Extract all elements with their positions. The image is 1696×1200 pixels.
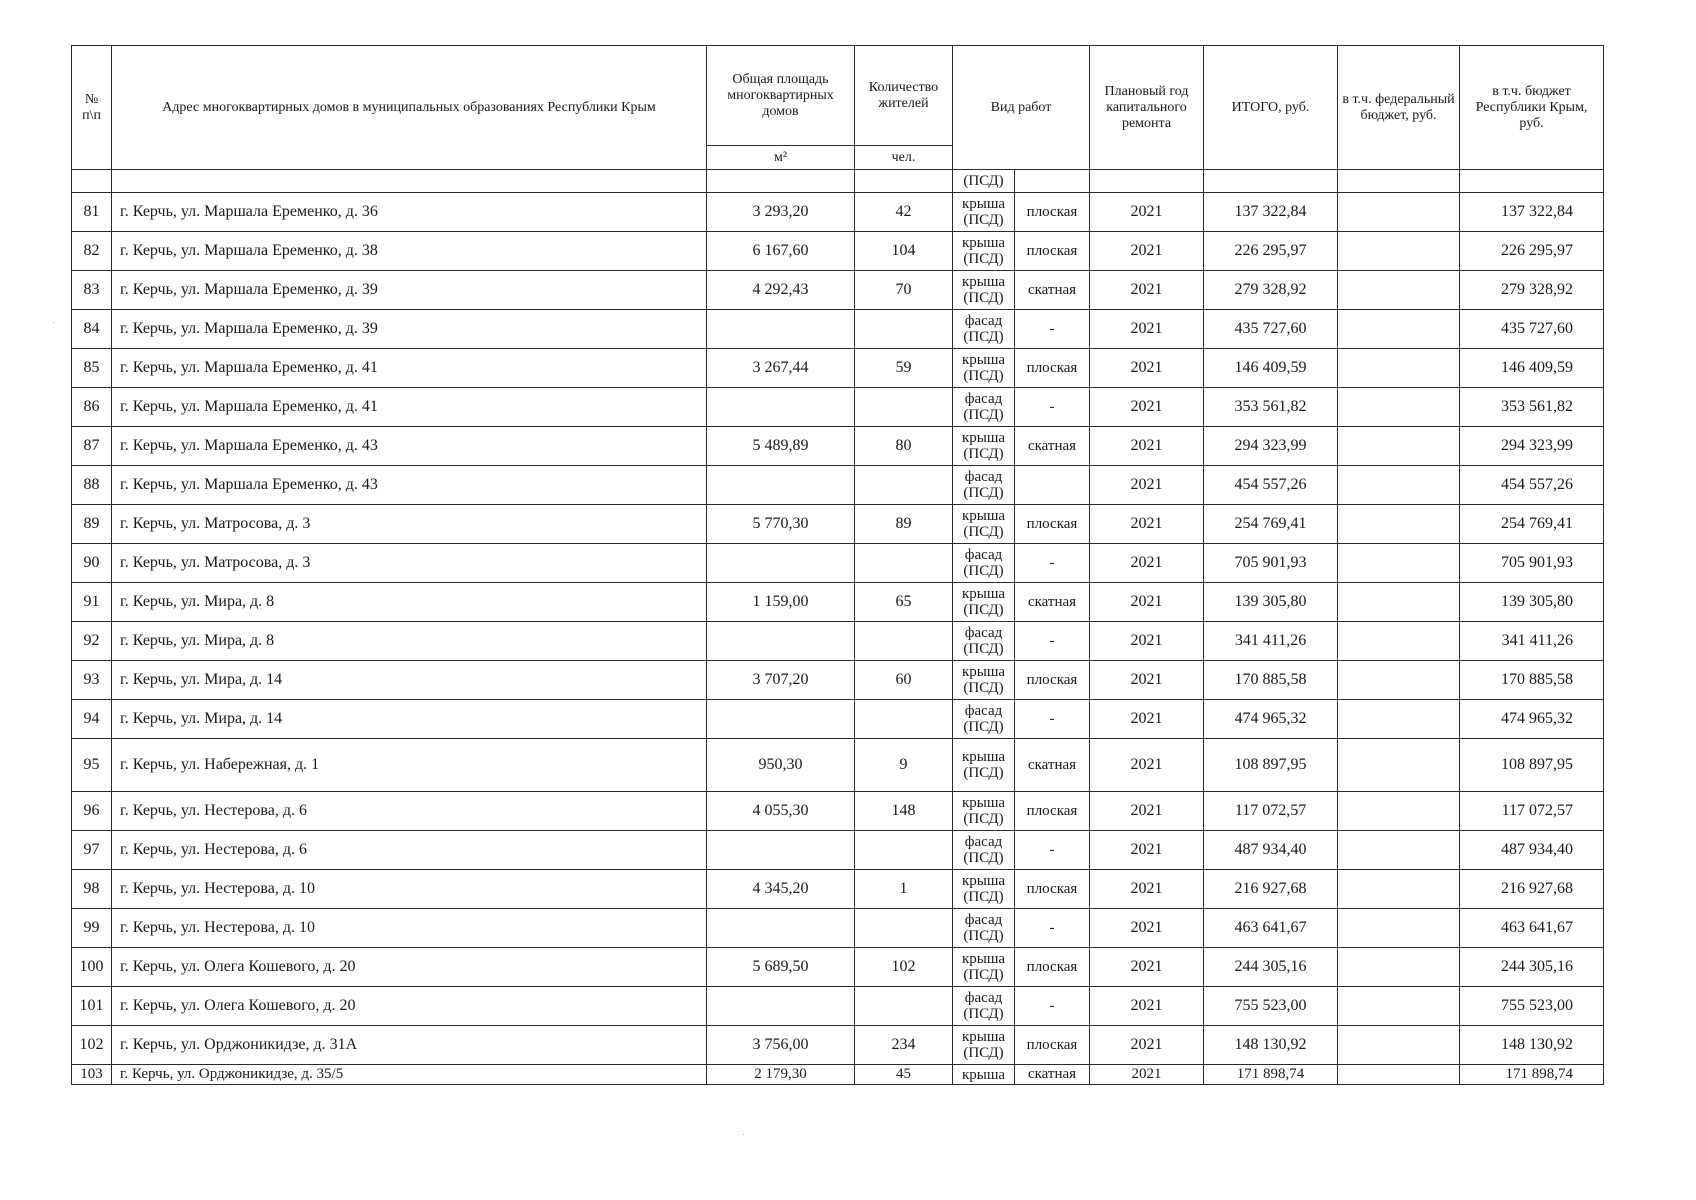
cell-year: 2021 (1090, 193, 1204, 232)
cell-area (707, 700, 855, 739)
cell-federal (1338, 232, 1460, 271)
cell-total: 463 641,67 (1204, 909, 1338, 948)
cell-work-type: фасад (ПСД) (953, 622, 1015, 661)
cell-total: 216 927,68 (1204, 870, 1338, 909)
cell-year: 2021 (1090, 831, 1204, 870)
cell-residents (855, 388, 953, 427)
cell-area (707, 831, 855, 870)
header-number: № п\п (72, 46, 112, 170)
cell-empty (1204, 170, 1338, 193)
table-row (72, 271, 1604, 310)
cell-area: 6 167,60 (707, 232, 855, 271)
cell-area: 950,30 (707, 739, 855, 792)
repair-program-table (71, 45, 1604, 1085)
cell-number: 84 (72, 310, 112, 349)
cell-address: г. Керчь, ул. Маршала Еременко, д. 41 (112, 388, 707, 427)
table-header (72, 46, 1604, 170)
cell-republic: 146 409,59 (1460, 349, 1604, 388)
cell-residents: 60 (855, 661, 953, 700)
cell-area (707, 909, 855, 948)
cell-year: 2021 (1090, 544, 1204, 583)
cell-republic: 454 557,26 (1460, 466, 1604, 505)
table-row (72, 948, 1604, 987)
cell-year: 2021 (1090, 466, 1204, 505)
cell-area: 4 345,20 (707, 870, 855, 909)
cell-roof-type: скатная (1015, 739, 1090, 792)
cell-year: 2021 (1090, 792, 1204, 831)
cell-roof-type: - (1015, 831, 1090, 870)
cell-federal (1338, 349, 1460, 388)
cell-residents: 104 (855, 232, 953, 271)
cell-residents: 148 (855, 792, 953, 831)
cell-number: 88 (72, 466, 112, 505)
cell-residents (855, 987, 953, 1026)
table-row (72, 505, 1604, 544)
cell-roof-type: плоская (1015, 349, 1090, 388)
cell-number: 81 (72, 193, 112, 232)
cell-address: г. Керчь, ул. Маршала Еременко, д. 41 (112, 349, 707, 388)
scan-mark: · (52, 318, 55, 327)
cell-total: 170 885,58 (1204, 661, 1338, 700)
cell-number: 93 (72, 661, 112, 700)
cell-republic: 705 901,93 (1460, 544, 1604, 583)
cell-federal (1338, 661, 1460, 700)
cell-total: 755 523,00 (1204, 987, 1338, 1026)
cell-number: 91 (72, 583, 112, 622)
header-area-unit: м² (707, 146, 855, 170)
cell-address: г. Керчь, ул. Мира, д. 14 (112, 661, 707, 700)
cell-work-type: фасад (ПСД) (953, 987, 1015, 1026)
table-row (72, 349, 1604, 388)
cell-year: 2021 (1090, 232, 1204, 271)
cell-roof-type: плоская (1015, 661, 1090, 700)
cell-roof-type: плоская (1015, 792, 1090, 831)
cell-total: 226 295,97 (1204, 232, 1338, 271)
cell-work-type: крыша (ПСД) (953, 739, 1015, 792)
cell-empty (112, 170, 707, 193)
cell-roof-type: - (1015, 909, 1090, 948)
table-row (72, 909, 1604, 948)
cell-roof-type: - (1015, 310, 1090, 349)
cell-area (707, 622, 855, 661)
table-row (72, 232, 1604, 271)
cell-address: г. Керчь, ул. Мира, д. 14 (112, 700, 707, 739)
table-row (72, 193, 1604, 232)
cell-total: 244 305,16 (1204, 948, 1338, 987)
cell-address: г. Керчь, ул. Маршала Еременко, д. 38 (112, 232, 707, 271)
cell-area (707, 388, 855, 427)
cell-republic: 216 927,68 (1460, 870, 1604, 909)
cell-republic: 435 727,60 (1460, 310, 1604, 349)
header-residents: Количество жителей (855, 46, 953, 146)
cell-year: 2021 (1090, 948, 1204, 987)
cell-republic: 148 130,92 (1460, 1026, 1604, 1065)
document-page (71, 45, 1603, 1085)
table-row (72, 544, 1604, 583)
cell-number: 92 (72, 622, 112, 661)
cell-roof-type: плоская (1015, 870, 1090, 909)
cell-residents: 1 (855, 870, 953, 909)
header-work-type: Вид работ (953, 46, 1090, 170)
cell-federal (1338, 739, 1460, 792)
cell-address: г. Керчь, ул. Матросова, д. 3 (112, 544, 707, 583)
cell-number: 97 (72, 831, 112, 870)
table-row (72, 427, 1604, 466)
cell-federal (1338, 1065, 1460, 1085)
header-republic: в т.ч. бюджет Республики Крым, руб. (1460, 46, 1604, 170)
cell-area: 4 292,43 (707, 271, 855, 310)
cell-republic: 226 295,97 (1460, 232, 1604, 271)
cell-year: 2021 (1090, 310, 1204, 349)
header-residents-unit: чел. (855, 146, 953, 170)
cell-republic: 244 305,16 (1460, 948, 1604, 987)
cell-residents: 45 (855, 1065, 953, 1085)
table-row-continued (72, 170, 1604, 193)
cell-work-type: крыша (ПСД) (953, 427, 1015, 466)
cell-area (707, 987, 855, 1026)
cell-year: 2021 (1090, 388, 1204, 427)
cell-roof-type: плоская (1015, 232, 1090, 271)
cell-roof-type: скатная (1015, 271, 1090, 310)
cell-federal (1338, 271, 1460, 310)
cell-work-type: крыша (ПСД) (953, 232, 1015, 271)
cell-year: 2021 (1090, 739, 1204, 792)
table-row (72, 1065, 1604, 1085)
table-row (72, 831, 1604, 870)
cell-federal (1338, 388, 1460, 427)
cell-work-type: крыша (ПСД) (953, 193, 1015, 232)
cell-number: 99 (72, 909, 112, 948)
table-row (72, 739, 1604, 792)
cell-work-type: крыша (ПСД) (953, 583, 1015, 622)
cell-total: 487 934,40 (1204, 831, 1338, 870)
cell-residents: 9 (855, 739, 953, 792)
cell-roof-type: - (1015, 388, 1090, 427)
cell-republic: 353 561,82 (1460, 388, 1604, 427)
cell-roof-type: скатная (1015, 1065, 1090, 1085)
cell-work-type: фасад (ПСД) (953, 831, 1015, 870)
cell-area (707, 466, 855, 505)
cell-work-type: фасад (ПСД) (953, 388, 1015, 427)
cell-number: 101 (72, 987, 112, 1026)
cell-republic: 137 322,84 (1460, 193, 1604, 232)
table-row (72, 388, 1604, 427)
cell-total: 137 322,84 (1204, 193, 1338, 232)
table-row (72, 870, 1604, 909)
cell-address: г. Керчь, ул. Орджоникидзе, д. 31А (112, 1026, 707, 1065)
cell-area: 2 179,30 (707, 1065, 855, 1085)
cell-work-type: крыша (ПСД) (953, 505, 1015, 544)
cell-residents (855, 909, 953, 948)
cell-year: 2021 (1090, 271, 1204, 310)
cell-republic: 341 411,26 (1460, 622, 1604, 661)
cell-work-type: фасад (ПСД) (953, 700, 1015, 739)
cell-year: 2021 (1090, 987, 1204, 1026)
cell-address: г. Керчь, ул. Нестерова, д. 10 (112, 909, 707, 948)
cell-empty (1460, 170, 1604, 193)
cell-roof-type: - (1015, 622, 1090, 661)
cell-area: 1 159,00 (707, 583, 855, 622)
cell-year: 2021 (1090, 1026, 1204, 1065)
cell-work-type: фасад (ПСД) (953, 909, 1015, 948)
cell-number: 95 (72, 739, 112, 792)
cell-year: 2021 (1090, 1065, 1204, 1085)
table-row (72, 622, 1604, 661)
cell-federal (1338, 792, 1460, 831)
cell-republic: 755 523,00 (1460, 987, 1604, 1026)
cell-republic: 170 885,58 (1460, 661, 1604, 700)
header-federal: в т.ч. федеральный бюджет, руб. (1338, 46, 1460, 170)
header-year: Плановый год капитального ремонта (1090, 46, 1204, 170)
cell-address: г. Керчь, ул. Мира, д. 8 (112, 622, 707, 661)
cell-total: 148 130,92 (1204, 1026, 1338, 1065)
cell-roof-type: скатная (1015, 583, 1090, 622)
cell-area: 3 293,20 (707, 193, 855, 232)
cell-federal (1338, 909, 1460, 948)
cell-residents: 89 (855, 505, 953, 544)
cell-empty (72, 170, 112, 193)
cell-number: 98 (72, 870, 112, 909)
cell-residents (855, 544, 953, 583)
cell-republic: 474 965,32 (1460, 700, 1604, 739)
cell-area: 3 707,20 (707, 661, 855, 700)
cell-total: 254 769,41 (1204, 505, 1338, 544)
cell-residents: 234 (855, 1026, 953, 1065)
cell-republic: 279 328,92 (1460, 271, 1604, 310)
header-address: Адрес многоквартирных домов в муниципальных образованиях Республики Крым (112, 46, 707, 170)
cell-number: 82 (72, 232, 112, 271)
cell-federal (1338, 870, 1460, 909)
cell-residents: 80 (855, 427, 953, 466)
cell-total: 294 323,99 (1204, 427, 1338, 466)
cell-number: 103 (72, 1065, 112, 1085)
cell-federal (1338, 427, 1460, 466)
cell-year: 2021 (1090, 622, 1204, 661)
cell-address: г. Керчь, ул. Маршала Еременко, д. 39 (112, 271, 707, 310)
cell-residents (855, 700, 953, 739)
cell-number: 96 (72, 792, 112, 831)
cell-total: 108 897,95 (1204, 739, 1338, 792)
cell-residents: 42 (855, 193, 953, 232)
cell-total: 146 409,59 (1204, 349, 1338, 388)
cell-empty (855, 170, 953, 193)
cell-number: 102 (72, 1026, 112, 1065)
cell-address: г. Керчь, ул. Орджоникидзе, д. 35/5 (112, 1065, 707, 1085)
cell-address: г. Керчь, ул. Олега Кошевого, д. 20 (112, 987, 707, 1026)
cell-total: 171 898,74 (1204, 1065, 1338, 1085)
cell-residents (855, 310, 953, 349)
cell-address: г. Керчь, ул. Олега Кошевого, д. 20 (112, 948, 707, 987)
cell-roof-type: плоская (1015, 505, 1090, 544)
cell-roof-type: плоская (1015, 193, 1090, 232)
cell-work-type: крыша (953, 1065, 1015, 1085)
cell-empty (1090, 170, 1204, 193)
cell-republic: 139 305,80 (1460, 583, 1604, 622)
cell-number: 86 (72, 388, 112, 427)
cell-address: г. Керчь, ул. Мира, д. 8 (112, 583, 707, 622)
cell-year: 2021 (1090, 870, 1204, 909)
cell-work-type: фасад (ПСД) (953, 310, 1015, 349)
cell-republic: 108 897,95 (1460, 739, 1604, 792)
cell-republic: 487 934,40 (1460, 831, 1604, 870)
cell-roof-type: плоская (1015, 948, 1090, 987)
cell-number: 83 (72, 271, 112, 310)
table-row (72, 987, 1604, 1026)
cell-total: 454 557,26 (1204, 466, 1338, 505)
cell-residents (855, 466, 953, 505)
cell-work-type: крыша (ПСД) (953, 792, 1015, 831)
cell-roof-type: скатная (1015, 427, 1090, 466)
cell-address: г. Керчь, ул. Нестерова, д. 6 (112, 792, 707, 831)
cell-address: г. Керчь, ул. Маршала Еременко, д. 39 (112, 310, 707, 349)
cell-number: 90 (72, 544, 112, 583)
cell-number: 94 (72, 700, 112, 739)
cell-total: 139 305,80 (1204, 583, 1338, 622)
cell-federal (1338, 948, 1460, 987)
cell-empty (1338, 170, 1460, 193)
cell-area: 5 489,89 (707, 427, 855, 466)
cell-work-type: крыша (ПСД) (953, 948, 1015, 987)
cell-federal (1338, 544, 1460, 583)
cell-roof-type: - (1015, 700, 1090, 739)
cell-address: г. Керчь, ул. Набережная, д. 1 (112, 739, 707, 792)
table-row (72, 700, 1604, 739)
cell-republic: 117 072,57 (1460, 792, 1604, 831)
cell-year: 2021 (1090, 909, 1204, 948)
cell-federal (1338, 193, 1460, 232)
cell-address: г. Керчь, ул. Матросова, д. 3 (112, 505, 707, 544)
cell-work-type: (ПСД) (953, 170, 1015, 193)
table-row (72, 310, 1604, 349)
cell-year: 2021 (1090, 427, 1204, 466)
cell-residents (855, 622, 953, 661)
cell-address: г. Керчь, ул. Нестерова, д. 10 (112, 870, 707, 909)
header-total: ИТОГО, руб. (1204, 46, 1338, 170)
cell-residents: 102 (855, 948, 953, 987)
cell-work-type: крыша (ПСД) (953, 271, 1015, 310)
cell-republic: 294 323,99 (1460, 427, 1604, 466)
cell-total: 117 072,57 (1204, 792, 1338, 831)
cell-total: 435 727,60 (1204, 310, 1338, 349)
cell-number: 87 (72, 427, 112, 466)
cell-federal (1338, 1026, 1460, 1065)
header-area: Общая площадь многоквартирных домов (707, 46, 855, 146)
cell-republic: 171 898,74 (1460, 1065, 1604, 1085)
cell-address: г. Керчь, ул. Маршала Еременко, д. 36 (112, 193, 707, 232)
cell-number: 100 (72, 948, 112, 987)
cell-total: 353 561,82 (1204, 388, 1338, 427)
cell-roof-type: - (1015, 544, 1090, 583)
cell-work-type: фасад (ПСД) (953, 544, 1015, 583)
cell-total: 474 965,32 (1204, 700, 1338, 739)
cell-work-type: крыша (ПСД) (953, 661, 1015, 700)
cell-number: 85 (72, 349, 112, 388)
cell-address: г. Керчь, ул. Маршала Еременко, д. 43 (112, 427, 707, 466)
cell-area: 5 689,50 (707, 948, 855, 987)
table-row (72, 661, 1604, 700)
cell-republic: 254 769,41 (1460, 505, 1604, 544)
cell-residents: 70 (855, 271, 953, 310)
cell-total: 705 901,93 (1204, 544, 1338, 583)
cell-federal (1338, 466, 1460, 505)
cell-roof-type: плоская (1015, 1026, 1090, 1065)
cell-federal (1338, 505, 1460, 544)
cell-work-type: крыша (ПСД) (953, 349, 1015, 388)
cell-area: 3 756,00 (707, 1026, 855, 1065)
cell-year: 2021 (1090, 661, 1204, 700)
cell-empty (1015, 170, 1090, 193)
cell-year: 2021 (1090, 583, 1204, 622)
cell-residents (855, 831, 953, 870)
table-body (72, 170, 1604, 1085)
cell-area: 4 055,30 (707, 792, 855, 831)
cell-federal (1338, 831, 1460, 870)
cell-roof-type (1015, 466, 1090, 505)
cell-republic: 463 641,67 (1460, 909, 1604, 948)
cell-address: г. Керчь, ул. Маршала Еременко, д. 43 (112, 466, 707, 505)
table-row (72, 583, 1604, 622)
cell-federal (1338, 987, 1460, 1026)
cell-total: 279 328,92 (1204, 271, 1338, 310)
cell-federal (1338, 583, 1460, 622)
cell-area (707, 544, 855, 583)
cell-residents: 65 (855, 583, 953, 622)
cell-area (707, 310, 855, 349)
cell-year: 2021 (1090, 700, 1204, 739)
cell-area: 5 770,30 (707, 505, 855, 544)
cell-work-type: фасад (ПСД) (953, 466, 1015, 505)
cell-residents: 59 (855, 349, 953, 388)
cell-area: 3 267,44 (707, 349, 855, 388)
table-row (72, 1026, 1604, 1065)
cell-year: 2021 (1090, 505, 1204, 544)
cell-empty (707, 170, 855, 193)
cell-work-type: крыша (ПСД) (953, 1026, 1015, 1065)
cell-year: 2021 (1090, 349, 1204, 388)
cell-federal (1338, 622, 1460, 661)
table-row (72, 466, 1604, 505)
cell-federal (1338, 310, 1460, 349)
cell-number: 89 (72, 505, 112, 544)
table-row (72, 792, 1604, 831)
cell-address: г. Керчь, ул. Нестерова, д. 6 (112, 831, 707, 870)
scan-mark: · (742, 1130, 745, 1139)
cell-total: 341 411,26 (1204, 622, 1338, 661)
cell-work-type: крыша (ПСД) (953, 870, 1015, 909)
cell-roof-type: - (1015, 987, 1090, 1026)
cell-federal (1338, 700, 1460, 739)
